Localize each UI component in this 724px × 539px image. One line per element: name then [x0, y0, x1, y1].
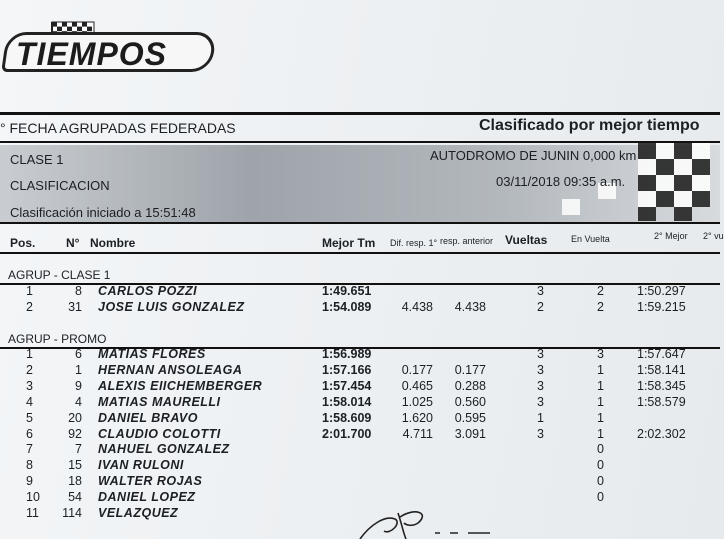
band-bottom-rule [0, 222, 720, 224]
cell-onlap: 1 [597, 394, 604, 409]
cell-num: 20 [68, 410, 82, 425]
cell-laps: 3 [537, 378, 544, 393]
table-row [0, 490, 720, 506]
table-row [0, 379, 720, 395]
cell-pos: 2 [26, 362, 33, 377]
cell-onlap: 1 [597, 378, 604, 393]
logo-text: TIEMPOS [16, 36, 168, 72]
clase-label: CLASE 1 [10, 152, 64, 167]
table-row [0, 347, 720, 363]
cell-name: MATIAS FLORES [98, 347, 206, 361]
cell-num: 7 [75, 442, 82, 457]
cell-onlap: 1 [597, 362, 604, 377]
group-title: AGRUP - PROMO [8, 332, 107, 346]
cell-name: DANIEL LOPEZ [98, 490, 196, 505]
cell-num: 114 [62, 506, 82, 520]
cell-name: ALEXIS EIICHEMBERGER [98, 378, 263, 393]
cell-onlap: 0 [597, 442, 604, 457]
col-pos: Pos. [10, 236, 36, 250]
cell-laps: 3 [537, 284, 544, 298]
cell-diffprev: 0.595 [454, 410, 486, 425]
cell-num: 8 [75, 284, 82, 298]
cell-name: VELAZQUEZ [98, 506, 179, 520]
cell-laps: 3 [537, 394, 544, 409]
cell-second: 2:02.302 [637, 426, 686, 441]
cell-second: 1:57.647 [637, 347, 686, 361]
table-row [0, 474, 720, 490]
cell-diffprev: 4.438 [454, 299, 486, 314]
col-second: 2° Mejor [654, 231, 688, 241]
cell-diff1: 1.620 [401, 410, 433, 425]
col-laps: Vueltas [505, 233, 548, 247]
session-datetime: 03/11/2018 09:35 a.m. [496, 174, 626, 189]
col-name: Nombre [90, 236, 136, 250]
cell-name: CLAUDIO COLOTTI [98, 426, 221, 441]
cell-onlap: 3 [597, 347, 604, 361]
cell-laps: 3 [537, 347, 544, 361]
cell-onlap: 0 [597, 490, 604, 505]
cell-pos: 8 [26, 458, 33, 473]
header-rule [0, 252, 720, 254]
signature [340, 505, 520, 539]
cell-name: DANIEL BRAVO [98, 410, 198, 425]
cell-diffprev: 0.288 [454, 378, 486, 393]
cell-best: 2:01.700 [322, 426, 372, 441]
cell-num: 1 [75, 362, 82, 377]
cell-pos: 11 [26, 506, 39, 520]
tiempos-logo [4, 22, 216, 78]
cell-num: 18 [68, 474, 82, 489]
col-best: Mejor Tm [322, 236, 376, 250]
cell-onlap: 0 [597, 474, 604, 489]
cell-onlap: 2 [597, 284, 604, 298]
cell-name: JOSE LUIS GONZALEZ [98, 299, 245, 314]
cell-onlap: 1 [597, 426, 604, 441]
cell-num: 54 [68, 490, 82, 505]
cell-name: HERNAN ANSOLEAGA [98, 362, 243, 377]
cell-laps: 3 [537, 426, 544, 441]
cell-best: 1:58.609 [322, 410, 372, 425]
table-row [0, 442, 720, 458]
cell-num: 31 [68, 299, 82, 314]
cell-pos: 7 [26, 442, 33, 457]
cell-pos: 1 [26, 347, 33, 361]
cell-diffprev: 0.560 [454, 394, 486, 409]
table-row [0, 458, 720, 474]
col-diff1: Dif. resp. 1° [390, 238, 438, 248]
cell-second: 1:50.297 [637, 284, 686, 298]
session-start: Clasificación iniciado a 15:51:48 [10, 205, 196, 220]
cell-pos: 1 [26, 284, 33, 298]
cell-num: 15 [68, 458, 82, 473]
cell-best: 1:57.166 [322, 362, 372, 377]
cell-pos: 6 [26, 426, 33, 441]
cell-best: 1:56.989 [322, 347, 372, 361]
cell-pos: 5 [26, 410, 33, 425]
cell-diffprev: 0.177 [454, 362, 486, 377]
cell-second: 1:58.345 [637, 378, 686, 393]
cell-num: 4 [75, 394, 82, 409]
event-title: ° FECHA AGRUPADAS FEDERADAS [0, 120, 236, 136]
cell-diff1: 0.465 [401, 378, 433, 393]
col-num: N° [66, 236, 80, 250]
table-row [0, 284, 720, 300]
cell-name: IVAN RULONI [98, 458, 184, 473]
cell-num: 92 [68, 426, 82, 441]
cell-name: NAHUEL GONZALEZ [98, 442, 230, 457]
cell-pos: 9 [26, 474, 33, 489]
cell-diff1: 1.025 [401, 394, 433, 409]
cell-num: 9 [75, 378, 82, 393]
cell-diffprev: 3.091 [454, 426, 486, 441]
cell-diff1: 4.438 [401, 299, 433, 314]
table-row [0, 411, 720, 427]
table-row [0, 395, 720, 411]
circuit-name: AUTODROMO DE JUNIN 0,000 km [430, 148, 637, 163]
cell-best: 1:49.651 [322, 284, 372, 298]
cell-num: 6 [75, 347, 82, 361]
cell-diff1: 0.177 [401, 362, 433, 377]
cell-laps: 2 [537, 299, 544, 314]
cell-onlap: 0 [597, 458, 604, 473]
table-row [0, 300, 720, 316]
cell-pos: 2 [26, 299, 33, 314]
cell-best: 1:57.454 [322, 378, 372, 393]
cell-onlap: 1 [597, 410, 604, 425]
cell-best: 1:58.014 [322, 394, 372, 409]
top-rule [0, 112, 720, 115]
cell-best: 1:54.089 [322, 299, 372, 314]
cell-second: 1:59.215 [637, 299, 686, 314]
cell-pos: 4 [26, 394, 33, 409]
group-title: AGRUP - CLASE 1 [8, 268, 111, 282]
cell-laps: 3 [537, 362, 544, 377]
col-onlap: En Vuelta [571, 234, 610, 244]
cell-second: 1:58.579 [637, 394, 686, 409]
cell-laps: 1 [537, 410, 544, 425]
cell-name: MATIAS MAURELLI [98, 394, 221, 409]
cell-pos: 10 [26, 490, 40, 505]
cell-pos: 3 [26, 378, 33, 393]
cell-second: 1:58.141 [637, 362, 686, 377]
session-type: CLASIFICACION [10, 178, 110, 193]
cell-onlap: 2 [597, 299, 604, 314]
cell-name: WALTER ROJAS [98, 474, 203, 489]
table-row [0, 427, 720, 443]
cell-name: CARLOS POZZI [98, 284, 198, 298]
cell-diff1: 4.711 [402, 426, 433, 441]
table-row [0, 363, 720, 379]
col-second-lap: 2° vu [703, 231, 724, 241]
col-diffprev: resp. anterior [440, 236, 494, 246]
classification-mode: Clasificado por mejor tiempo [479, 117, 700, 134]
